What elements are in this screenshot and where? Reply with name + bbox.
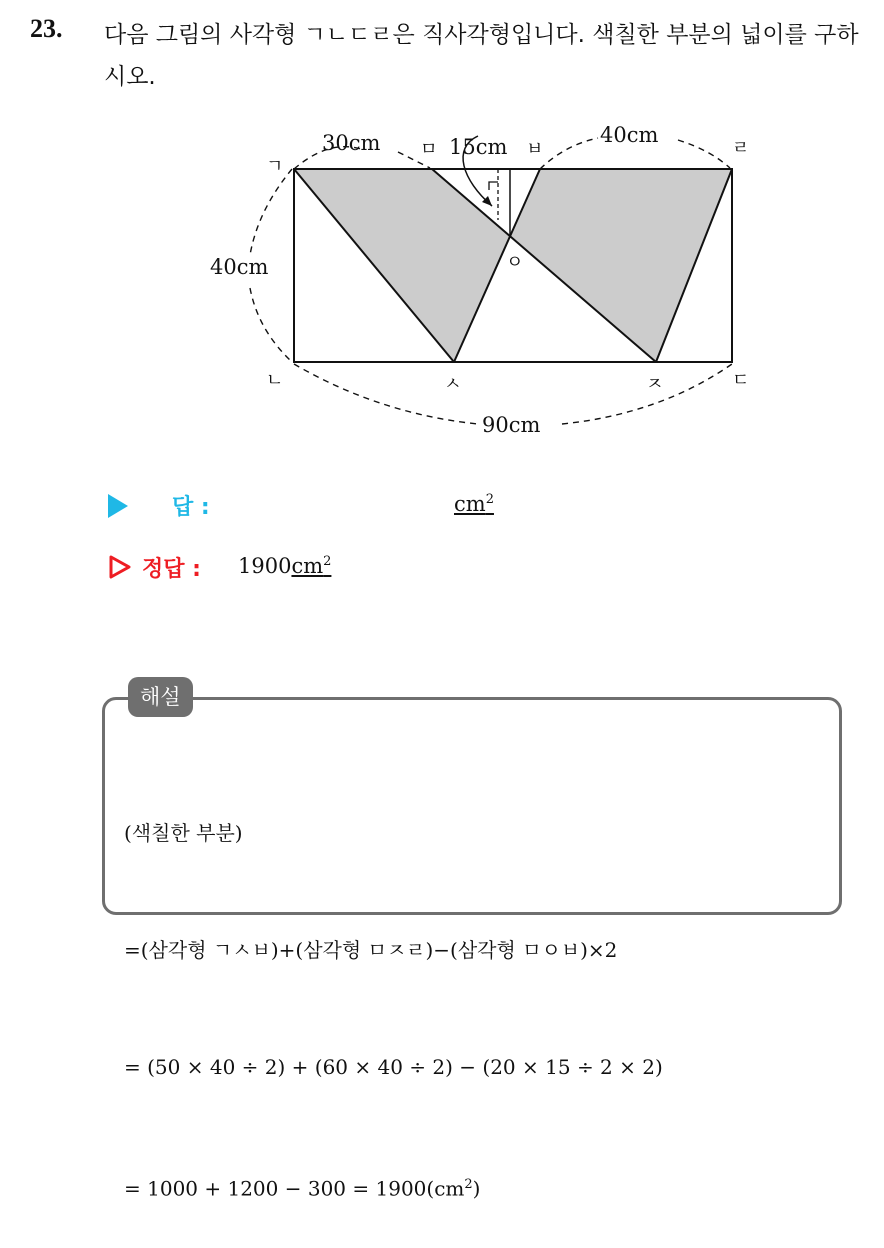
- vertex-s: ㅅ: [444, 374, 462, 395]
- geometry-figure: [0, 110, 884, 450]
- correct-answer-row: [108, 548, 608, 588]
- solution-line-4: = $1000 + 1200 - 300 = 1900(cm^2)$: [124, 1176, 481, 1201]
- solution-tag: 해설: [128, 677, 193, 717]
- dim-arc-40-left: [250, 169, 292, 255]
- label-90cm: 90cm: [482, 413, 541, 437]
- question-text: 다음 그림의 사각형 ㄱㄴㄷㄹ은 직사각형입니다. 색칠한 부분의 넓이를 구하시오.: [104, 22, 859, 90]
- outline-arrow-icon: [108, 554, 132, 580]
- correct-answer-label: 정답 :: [142, 557, 201, 582]
- dim-arc-40-leftb: [250, 288, 292, 362]
- answer-row: [108, 486, 608, 526]
- vertex-g: ㄱ: [266, 156, 284, 177]
- label-40cm-left: 40cm: [210, 255, 269, 279]
- vertex-j: ㅈ: [646, 374, 664, 395]
- right-angle-mark: [489, 182, 498, 190]
- vertex-b: ㅂ: [526, 139, 544, 160]
- answer-unit: $cm^2$: [454, 492, 494, 516]
- solution-body: [124, 736, 663, 1248]
- vertex-m: ㅁ: [420, 139, 438, 160]
- label-30cm: 30cm: [322, 131, 381, 155]
- vertex-n: ㄴ: [266, 370, 284, 391]
- dim-arc-40-topb: [678, 140, 730, 168]
- vertex-o: ㅇ: [506, 252, 524, 273]
- label-40cm-top: 40cm: [600, 123, 659, 147]
- answer-label: 답 :: [172, 495, 210, 520]
- dim-arc-40-top: [540, 138, 598, 169]
- correct-answer-value: $1900cm^2$: [238, 554, 332, 578]
- solution-line-1: (색칠한 부분): [124, 821, 243, 845]
- vertex-r: ㄹ: [732, 138, 750, 159]
- shaded-triangle-left: [294, 169, 510, 362]
- solution-line-2: =(삼각형 ㄱㅅㅂ)+(삼각형 ㅁㅈㄹ)−(삼각형 ㅁㅇㅂ)×2: [124, 938, 618, 962]
- question-number: 23.: [30, 14, 63, 43]
- play-arrow-icon: [108, 494, 128, 518]
- solution-line-3: = (50 × 40 ÷ 2) + (60 × 40 ÷ 2) − (20 × 15 ÷ 2 × 2): [124, 1055, 663, 1079]
- label-15cm: 15cm: [449, 135, 508, 159]
- vertex-d: ㄷ: [732, 370, 750, 391]
